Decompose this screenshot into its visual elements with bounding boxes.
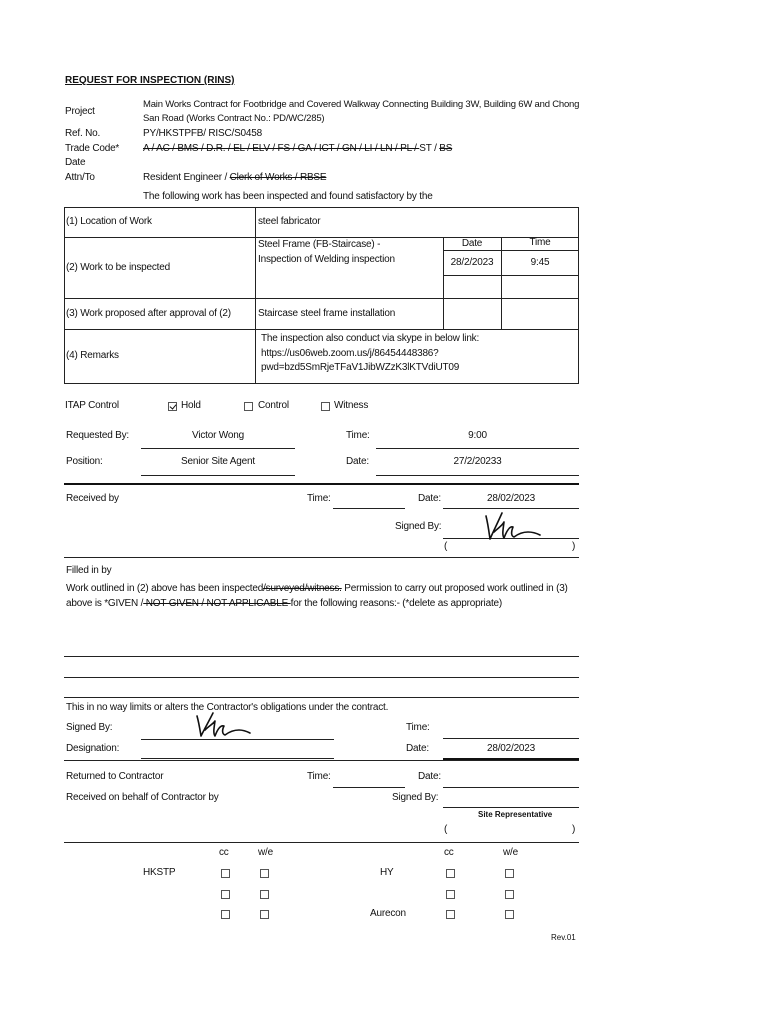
remarks-line1: The inspection also conduct via skype in below link: xyxy=(261,333,480,344)
distribution-checkbox[interactable] xyxy=(446,910,455,919)
distribution-checkbox[interactable] xyxy=(505,910,514,919)
approval-signed-label: Signed By: xyxy=(66,722,113,733)
attn-selected: Resident Engineer / xyxy=(143,172,230,183)
distribution-checkbox[interactable] xyxy=(446,890,455,899)
attn-struck: Clerk of Works / RBSE xyxy=(229,172,327,183)
filled-line2-struck: NOT GIVEN / NOT APPLICABLE xyxy=(143,598,291,609)
received-time-label: Time: xyxy=(307,493,331,504)
party-hy: HY xyxy=(380,867,394,878)
cc-header-right: cc xyxy=(444,847,454,858)
trade-code-selected: ST / xyxy=(419,143,440,154)
date-label: Date xyxy=(65,157,86,168)
party-hkstp: HKSTP xyxy=(143,867,176,878)
hold-checkbox[interactable] xyxy=(168,402,177,411)
distribution-checkbox[interactable] xyxy=(260,890,269,899)
distribution-checkbox[interactable] xyxy=(505,890,514,899)
returned-date-label: Date: xyxy=(418,771,441,782)
request-date-label: Date: xyxy=(346,456,369,467)
filled-line1-a: Work outlined in (2) above has been inspected xyxy=(66,583,264,594)
control-label: Control xyxy=(258,400,289,411)
distribution-checkbox[interactable] xyxy=(221,890,230,899)
remarks-label: (4) Remarks xyxy=(66,350,119,361)
project-label: Project xyxy=(65,106,95,117)
filled-line2-a: above is *GIVEN / xyxy=(66,598,144,609)
distribution-checkbox[interactable] xyxy=(505,869,514,878)
proposed-label: (3) Work proposed after approval of (2) xyxy=(66,308,231,319)
received-date-value[interactable]: 28/02/2023 xyxy=(486,493,536,504)
returned-paren-open: ( xyxy=(444,824,448,835)
filled-in-by-label: Filled in by xyxy=(66,565,112,576)
distribution-checkbox[interactable] xyxy=(221,910,230,919)
we-header-right: w/e xyxy=(503,847,518,858)
trade-label: Trade Code* xyxy=(65,143,120,154)
work-line1: Steel Frame (FB-Staircase) - xyxy=(258,239,381,250)
remarks-line3: pwd=bzd5SmRjeTFaV1JibWZzK3lKTVdiUT09 xyxy=(261,362,460,373)
received-signed-label: Signed By: xyxy=(395,521,442,532)
returned-label: Returned to Contractor xyxy=(66,771,164,782)
request-date-value[interactable]: 27/2/20233 xyxy=(453,456,502,467)
date-header: Date xyxy=(461,238,483,249)
we-header-left: w/e xyxy=(258,847,273,858)
disclaimer-text: This in no way limits or alters the Contractor's obligations under the contract. xyxy=(66,702,389,713)
trade-code-struck-bs: BS xyxy=(439,143,453,154)
time-header: Time xyxy=(529,237,551,248)
filled-line1-struck: /surveyed/witness. xyxy=(263,583,342,594)
inspection-date: 28/2/2023 xyxy=(450,257,494,268)
approval-date-label: Date: xyxy=(406,743,429,754)
attn-label: Attn/To xyxy=(65,172,95,183)
request-time-value[interactable]: 9:00 xyxy=(468,430,487,441)
distribution-checkbox[interactable] xyxy=(260,910,269,919)
received-on-behalf-label: Received on behalf of Contractor by xyxy=(66,792,219,803)
approval-date-value[interactable]: 28/02/2023 xyxy=(486,743,536,754)
requested-by-value[interactable]: Victor Wong xyxy=(192,430,244,441)
filled-line2 xyxy=(66,598,502,610)
witness-checkbox[interactable] xyxy=(321,402,330,411)
control-checkbox[interactable] xyxy=(244,402,253,411)
ref-value: PY/HKSTPFB/ RISC/S0458 xyxy=(143,128,262,139)
request-time-label: Time: xyxy=(346,430,370,441)
witness-label: Witness xyxy=(334,400,369,411)
distribution-checkbox[interactable] xyxy=(221,869,230,878)
proposed-value: Staircase steel frame installation xyxy=(258,308,396,319)
returned-signed-label: Signed By: xyxy=(392,792,439,803)
received-by-label: Received by xyxy=(66,493,119,504)
requested-by-label: Requested By: xyxy=(66,430,129,441)
hold-label: Hold xyxy=(181,400,201,411)
intro-text: The following work has been inspected and found satisfactory by the xyxy=(143,191,433,202)
received-paren-open: ( xyxy=(444,541,448,552)
work-line2: Inspection of Welding inspection xyxy=(258,254,395,265)
work-label: (2) Work to be inspected xyxy=(66,262,170,273)
itap-label: ITAP Control xyxy=(65,400,119,411)
returned-time-label: Time: xyxy=(307,771,331,782)
location-value: steel fabricator xyxy=(258,216,321,227)
signature-icon xyxy=(192,709,252,741)
site-representative-label: Site Representative xyxy=(478,810,553,819)
signature-icon xyxy=(480,508,542,544)
position-value[interactable]: Senior Site Agent xyxy=(181,456,255,467)
revision-label: Rev.01 xyxy=(551,933,576,942)
filled-line2-c: for the following reasons:- (*delete as appropriate) xyxy=(290,598,503,609)
designation-label: Designation: xyxy=(66,743,120,754)
returned-paren-close: ) xyxy=(572,824,576,835)
trade-codes xyxy=(143,143,452,155)
party-aurecon: Aurecon xyxy=(370,908,406,919)
position-label: Position: xyxy=(66,456,103,467)
distribution-checkbox[interactable] xyxy=(260,869,269,878)
attn-value xyxy=(143,172,326,184)
project-line1: Main Works Contract for Footbridge and Covered Walkway Connecting Building 3W, Building 6W and Chong xyxy=(143,99,580,110)
distribution-checkbox[interactable] xyxy=(446,869,455,878)
approval-time-label: Time: xyxy=(406,722,430,733)
location-label: (1) Location of Work xyxy=(66,216,152,227)
form-title: REQUEST FOR INSPECTION (RINS) xyxy=(65,75,235,86)
inspection-time: 9:45 xyxy=(530,257,550,268)
received-paren-close: ) xyxy=(572,541,576,552)
trade-codes-struck: A / AC / BMS / D.R. / EL / ELV / FS / GA / ICT / GN / LI / LN / PL / xyxy=(143,143,420,154)
project-line2: San Road (Works Contract No.: PD/WC/285) xyxy=(143,113,325,124)
received-date-label: Date: xyxy=(418,493,441,504)
ref-label: Ref. No. xyxy=(65,128,101,139)
remarks-line2: https://us06web.zoom.us/j/86454448386? xyxy=(261,348,439,359)
filled-line1-c: Permission to carry out proposed work outlined in (3) xyxy=(341,583,568,594)
filled-line1 xyxy=(66,583,568,595)
cc-header-left: cc xyxy=(219,847,229,858)
